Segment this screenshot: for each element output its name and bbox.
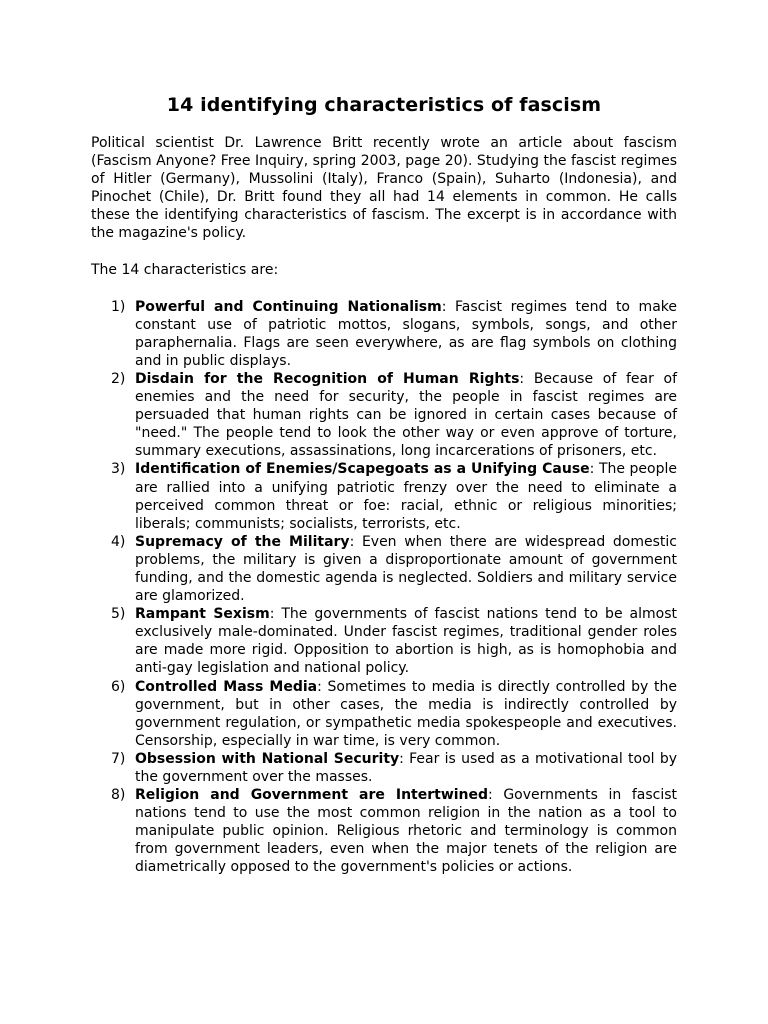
list-item-number: 6) (111, 678, 126, 695)
list-lead-text: The 14 characteristics are: (91, 261, 279, 278)
list-item-number: 4) (111, 533, 126, 550)
list-item-term: Religion and Government are Intertwined (135, 787, 489, 804)
list-item-text: : Fascist regimes tend to make constant use of patriotic mottos, slogans, symbols, songs, and other paraphernalia. Flags are seen everywhere, as are flag symbols on clothing and in public displays. (135, 298, 677, 369)
list-item-text: : Sometimes to media is directly controlled by the government, but in other cases, the media is indirectly controlled by government regulation, or sympathetic media spokespeople and executives. Censorship, especially in war time, is very common. (135, 678, 677, 749)
list-item (91, 750, 677, 786)
list-item-text: : The people are rallied into a unifying patriotic frenzy over the need to eliminate a perceived common threat or foe: racial, ethnic or religious minorities; liberals; communists; socialists, terrorists, etc. (135, 461, 677, 532)
list-item-number: 5) (111, 606, 126, 623)
list-item-number: 1) (111, 298, 126, 315)
list-item (91, 370, 677, 460)
list-item-number: 8) (111, 787, 126, 804)
intro-paragraph: Political scientist Dr. Lawrence Britt recently wrote an article about fascism (Fascism Anyone? Free Inquiry, spring 2003, page 20). Studying the fascist regimes of Hitler (Germany), Mussolini (Italy), Franco (Spain), Suharto (Indonesia), and Pinochet (Chile), Dr. Britt found they all had 14 elements in common. He calls these the identifying characteristics of fascism. The excerpt is in accordance with the magazine's policy. (91, 135, 677, 242)
list-item-text: : Fear is used as a motivational tool by the government over the masses. (135, 750, 677, 785)
list-item-term: Identification of Enemies/Scapegoats as a Unifying Cause (135, 461, 590, 478)
characteristics-list (91, 298, 677, 877)
list-item-term: Disdain for the Recognition of Human Rights (135, 370, 520, 387)
list-item-term: Controlled Mass Media (135, 678, 318, 695)
list-item-term: Rampant Sexism (135, 606, 270, 623)
document-page (91, 92, 677, 877)
list-item-number: 3) (111, 461, 126, 478)
list-item (91, 605, 677, 677)
list-item-number: 2) (111, 370, 126, 387)
list-item-text: : Because of fear of enemies and the need for security, the people in fascist regimes are persuaded that human rights can be ignored in certain cases because of "need." The people tend to look the other way or even approve of torture, summary executions, assassinations, long incarcerations of prisoners, etc. (135, 370, 677, 460)
list-item-text: : Governments in fascist nations tend to use the most common religion in the nation as a tool to manipulate public opinion. Religious rhetoric and terminology is common from government leaders, even when the major tenets of the religion are diametrically opposed to the government's policies or actions. (135, 787, 677, 876)
list-item (91, 786, 677, 876)
list-item-number: 7) (111, 750, 126, 767)
list-item-term: Powerful and Continuing Nationalism (135, 298, 442, 315)
list-item (91, 533, 677, 605)
document-title: 14 identifying characteristics of fascism (166, 94, 602, 116)
list-item-term: Obsession with National Security (135, 750, 400, 767)
list-item-text: : Even when there are widespread domestic problems, the military is given a disproportionate amount of government funding, and the domestic agenda is neglected. Soldiers and military service are glamorized. (135, 533, 677, 605)
list-item (91, 298, 677, 370)
list-item-text: : The governments of fascist nations tend to be almost exclusively male-dominated. Under fascist regimes, traditional gender roles are made more rigid. Opposition to abortion is high, as is homophobia and anti-gay legislation and national policy. (135, 606, 677, 677)
list-item (91, 460, 677, 532)
list-item-term: Supremacy of the Military (135, 533, 350, 550)
list-item (91, 678, 677, 750)
